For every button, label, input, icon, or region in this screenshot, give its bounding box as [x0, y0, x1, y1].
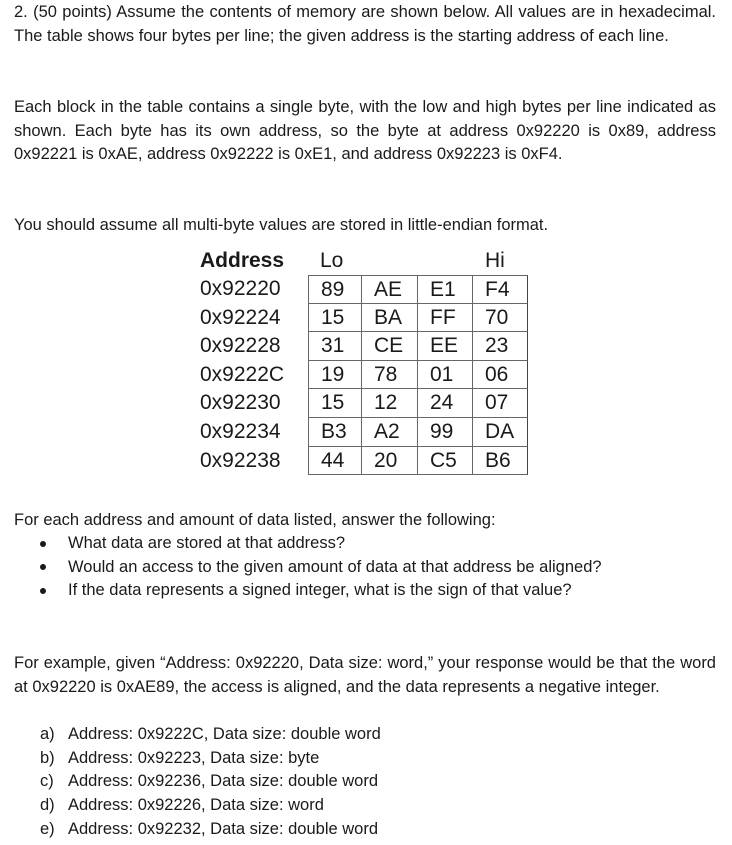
header-lo: Lo — [320, 249, 344, 272]
byte-cell: 89 — [308, 275, 362, 304]
byte-cell: 20 — [362, 447, 418, 476]
byte-cell: 15 — [308, 389, 362, 418]
row-address: 0x92228 — [200, 334, 281, 358]
list-item: d) Address: 0x92226, Data size: word — [40, 796, 324, 815]
row-address: 0x9222C — [200, 362, 285, 386]
bullet-icon — [40, 588, 46, 594]
row-address: 0x92234 — [200, 419, 281, 443]
byte-cell: 19 — [308, 361, 362, 390]
list-item: What data are stored at that address? — [40, 532, 602, 556]
byte-cell: B3 — [308, 418, 362, 447]
byte-cell: 06 — [473, 361, 528, 390]
byte-cell: CE — [362, 332, 418, 361]
list-item: e) Address: 0x92232, Data size: double word — [40, 819, 379, 838]
question-intro: 2. (50 points) Assume the contents of memory are shown below. All values are in hexadecimal. The table shows four bytes per line; the given address is the starting address of each line. — [14, 3, 716, 45]
header-address: Address — [200, 249, 285, 272]
row-address: 0x92224 — [200, 305, 281, 329]
row-address: 0x92220 — [200, 277, 281, 300]
byte-cell: 70 — [473, 304, 528, 333]
byte-explanation: Each block in the table contains a single byte, with the low and high bytes per line indicated as shown. Each byte has its own address, so the byte at address 0x92220 is 0x89, address 0x92221 is 0xAE, address 0x92222 is 0xE1, and address 0x92223 is 0xF4. — [14, 98, 716, 163]
header-hi: Hi — [485, 249, 505, 272]
row-address: 0x92230 — [200, 391, 281, 415]
byte-cell: 31 — [308, 332, 362, 361]
list-item: Would an access to the given amount of data at that address be aligned? — [40, 556, 602, 580]
byte-cell: 24 — [418, 389, 473, 418]
byte-cell: C5 — [418, 447, 473, 476]
byte-cell: A2 — [362, 418, 418, 447]
byte-cell: 99 — [418, 418, 473, 447]
list-item: a) Address: 0x9222C, Data size: double word — [40, 725, 381, 743]
byte-cell: DA — [473, 418, 528, 447]
byte-cell: FF — [418, 304, 473, 333]
list-item: b) Address: 0x92223, Data size: byte — [40, 748, 320, 767]
byte-cell: E1 — [418, 275, 473, 304]
instructions-lead: For each address and amount of data listed, answer the following: — [14, 511, 496, 529]
byte-cell: BA — [362, 304, 418, 333]
list-item: c) Address: 0x92236, Data size: double word — [40, 772, 379, 791]
byte-cell: B6 — [473, 447, 528, 476]
byte-cell: 78 — [362, 361, 418, 390]
endian-note: You should assume all multi-byte values are stored in little-endian format. — [14, 216, 549, 234]
byte-cell: 15 — [308, 304, 362, 333]
byte-cell: 01 — [418, 361, 473, 390]
byte-cell: 23 — [473, 332, 528, 361]
instruction-bullets — [40, 532, 602, 603]
byte-cell: EE — [418, 332, 473, 361]
byte-cell: 07 — [473, 389, 528, 418]
bullet-icon — [40, 541, 46, 547]
bullet-icon — [40, 564, 46, 570]
byte-cell: F4 — [473, 275, 528, 304]
example-paragraph: For example, given “Address: 0x92220, Data size: word,” your response would be that the word at 0x92220 is 0xAE89, the access is aligned, and the data represents a negative integer. — [14, 654, 716, 696]
byte-cell: AE — [362, 275, 418, 304]
list-item: If the data represents a signed integer, what is the sign of that value? — [40, 579, 602, 603]
question-options — [40, 723, 381, 842]
row-address: 0x92238 — [200, 448, 281, 472]
byte-cell: 44 — [308, 447, 362, 476]
byte-cell: 12 — [362, 389, 418, 418]
